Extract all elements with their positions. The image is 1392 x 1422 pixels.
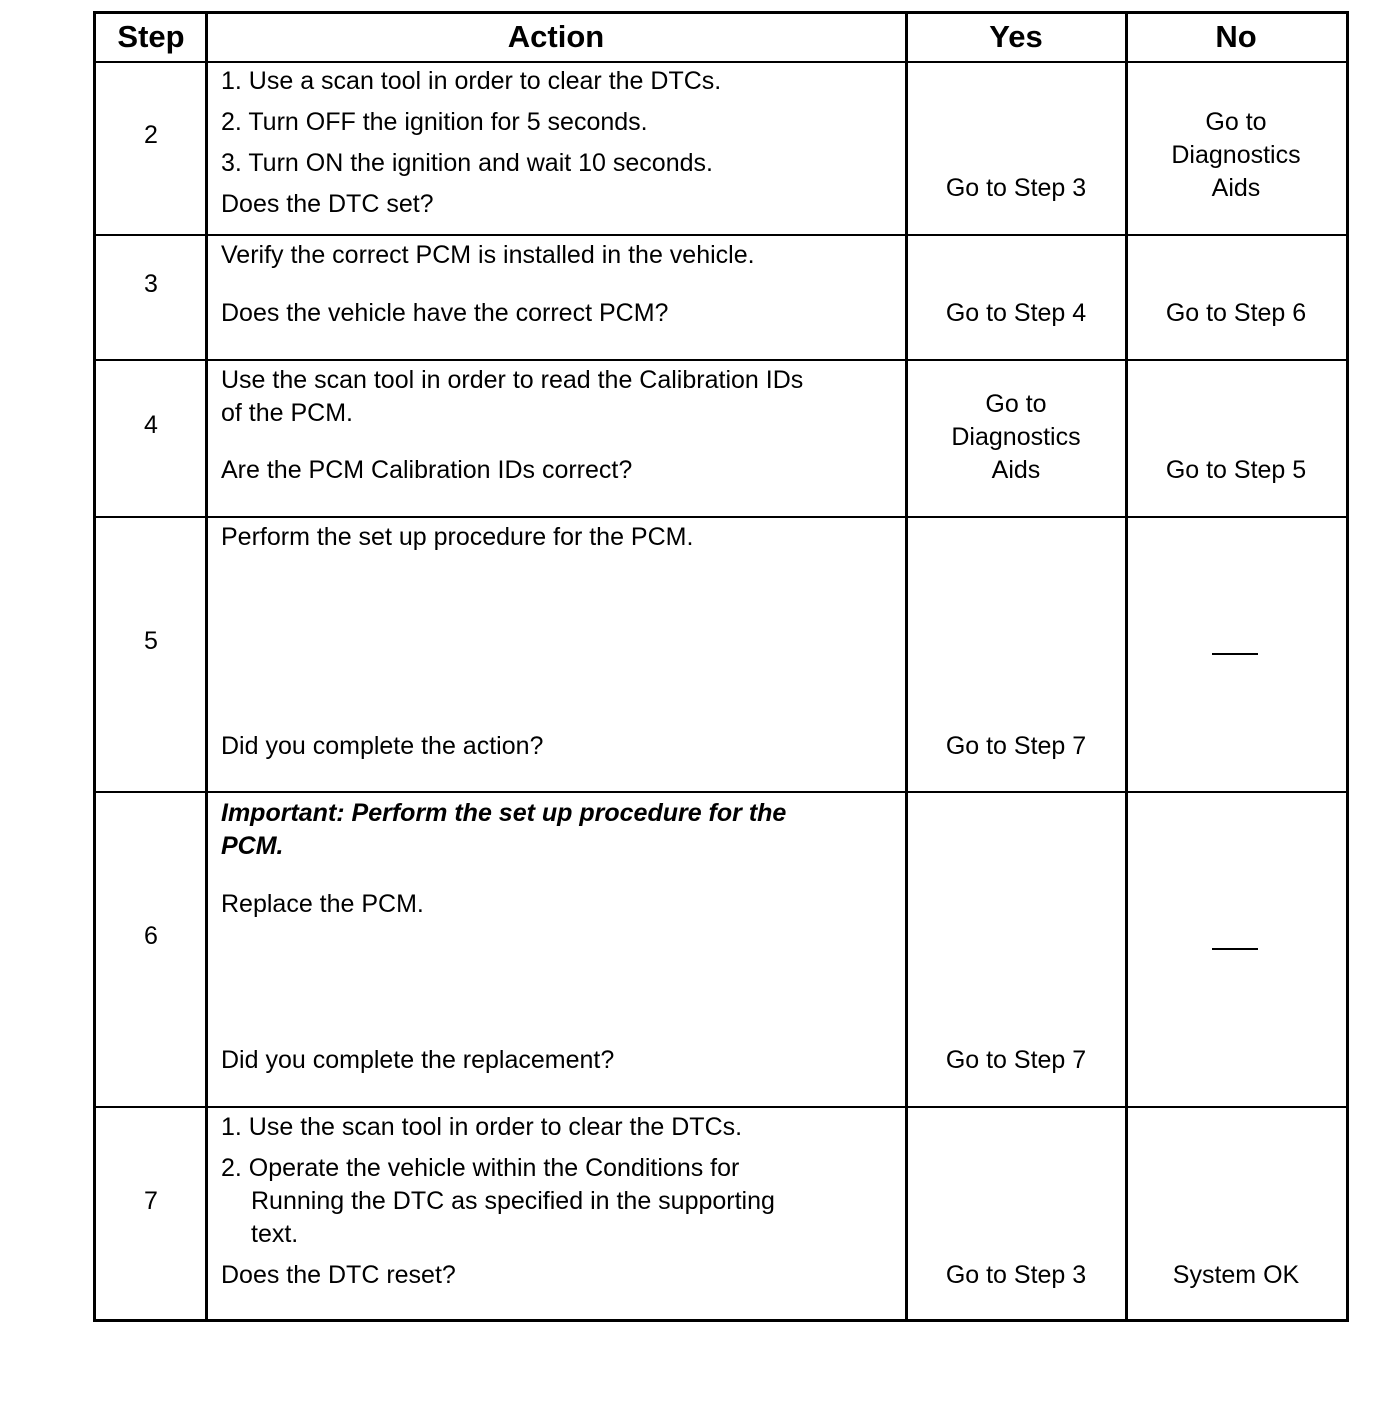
row-divider [96,234,1346,236]
step-number: 6 [144,922,158,950]
action-text: of the PCM. [221,399,353,427]
action-question: Does the DTC set? [221,190,434,218]
row-divider [96,61,1346,63]
yes-result: Go to Step 3 [945,1261,1087,1289]
no-result: Diagnostics [1171,141,1301,169]
column-divider [1125,14,1128,1319]
row-divider [96,516,1346,518]
step-number: 4 [144,411,158,439]
action-text: 2. Operate the vehicle within the Conditions for [221,1154,740,1182]
header-yes: Yes [989,19,1043,54]
action-text: Perform the set up procedure for the PCM. [221,523,694,551]
column-divider [905,14,908,1319]
yes-result: Go to [985,390,1047,418]
no-result-dash [1212,653,1258,655]
yes-result: Go to Step 3 [945,174,1087,202]
action-text: 3. Turn ON the ignition and wait 10 seconds. [221,149,713,177]
action-text: Replace the PCM. [221,890,424,918]
header-no: No [1215,19,1257,54]
action-question: Did you complete the action? [221,732,544,760]
action-question: Does the vehicle have the correct PCM? [221,299,669,327]
action-question: Are the PCM Calibration IDs correct? [221,456,633,484]
action-text: Verify the correct PCM is installed in the vehicle. [221,241,755,269]
no-result: Go to Step 6 [1165,299,1307,327]
no-result-dash [1212,948,1258,950]
row-divider [96,359,1346,361]
no-result: System OK [1172,1261,1300,1289]
action-text: 2. Turn OFF the ignition for 5 seconds. [221,108,648,136]
no-result: Go to Step 5 [1165,456,1307,484]
row-divider [96,791,1346,793]
step-number: 7 [144,1187,158,1215]
action-text: 1. Use the scan tool in order to clear the DTCs. [221,1113,743,1141]
yes-result: Go to Step 4 [945,299,1087,327]
action-text: Running the DTC as specified in the supporting [251,1187,775,1215]
row-divider [96,1106,1346,1108]
no-result: Aids [1211,174,1261,202]
column-divider [205,14,208,1319]
yes-result: Go to Step 7 [945,732,1087,760]
action-question: Did you complete the replacement? [221,1046,615,1074]
yes-result: Aids [991,456,1041,484]
action-text: Use the scan tool in order to read the Calibration IDs [221,366,804,394]
yes-result: Go to Step 7 [945,1046,1087,1074]
yes-result: Diagnostics [951,423,1081,451]
action-text: 1. Use a scan tool in order to clear the DTCs. [221,67,722,95]
step-number: 3 [144,270,158,298]
header-action: Action [507,19,605,54]
no-result: Go to [1205,108,1267,136]
important-note: Important: Perform the set up procedure for the [221,799,787,827]
header-step: Step [117,19,185,54]
step-number: 2 [144,121,158,149]
action-question: Does the DTC reset? [221,1261,456,1289]
important-note: PCM. [221,832,284,860]
step-number: 5 [144,627,158,655]
action-text: text. [251,1220,299,1248]
